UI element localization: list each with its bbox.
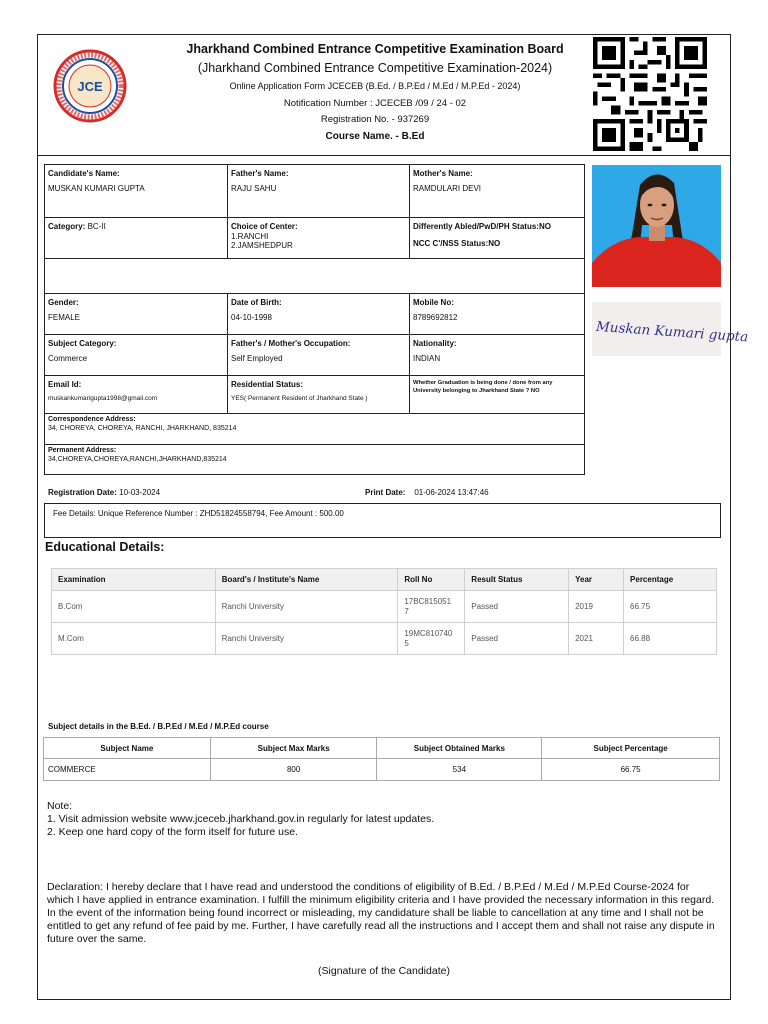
father-name-cell <box>227 164 410 218</box>
result-status: Passed <box>465 591 569 623</box>
col-subject-name: Subject Name <box>44 738 211 759</box>
residential-value: YES( Permanent Resident of Jharkhand State ) <box>231 395 368 403</box>
mobile-value: 8789692812 <box>413 313 458 323</box>
subject-table <box>43 737 720 781</box>
center-2: 2.JAMSHEDPUR <box>231 241 293 251</box>
subject-category-value: Commerce <box>48 354 88 364</box>
candidate-signature <box>592 302 749 356</box>
registration-date-value: 10-03-2024 <box>119 488 161 497</box>
mobile-label: Mobile No: <box>413 298 454 307</box>
subject-name: COMMERCE <box>44 759 211 781</box>
note-title: Note: <box>47 800 73 812</box>
permanent-address-label: Permanent Address: <box>48 447 117 454</box>
table-row <box>52 623 717 655</box>
form-title: Online Application Form JCECEB (B.Ed. / B.P.Ed / M.Ed / M.P.Ed - 2024) <box>229 81 521 91</box>
print-date <box>365 488 489 497</box>
email-cell <box>44 375 228 414</box>
board-name: Ranchi University <box>215 591 398 623</box>
father-name-label: Father's Name: <box>231 169 289 178</box>
dob-value: 04-10-1998 <box>231 313 272 323</box>
note-item: 2. Keep one hard copy of the form itself for future use. <box>47 826 298 838</box>
svg-text:Muskan Kumari gupta: Muskan Kumari gupta <box>595 318 749 346</box>
candidate-name-cell <box>44 164 228 218</box>
declaration: Declaration: I hereby declare that I have read and understood the conditions of eligibility of B.Ed. / B.P.Ed / M.Ed / M.P.Ed Course-2024 for which I have applied in entrance examination. I fulfill the minimum eligibility criteria and I have provided the necessary information in this regard. In the event of the information being found incorrect or misleading, my candidature shall be liable to cancellation at any time and I shall not be entitled to get any refund of fee paid by me. Further, I have carefully read all the instructions and I accept them and shall not raise any dispute in future over the same. <box>47 881 715 945</box>
col-board: Board's / Institute's Name <box>215 569 398 591</box>
roll-no-part-b: 5 <box>404 638 409 648</box>
blank-row <box>44 258 585 294</box>
educational-details-title: Educational Details: <box>45 540 165 554</box>
education-header-row <box>52 569 717 591</box>
col-obtained-marks: Subject Obtained Marks <box>377 738 542 759</box>
examination: B.Com <box>52 591 216 623</box>
print-date-value: 01-06-2024 13:47:46 <box>414 488 489 497</box>
category-label: Category: <box>48 222 86 231</box>
header-divider <box>37 155 731 156</box>
signature-drawing <box>592 302 749 356</box>
residential-label: Residential Status: <box>231 380 304 389</box>
father-name: RAJU SAHU <box>231 184 277 194</box>
nationality-cell <box>409 334 585 376</box>
correspondence-address-cell <box>44 413 585 445</box>
dob-cell <box>227 293 410 335</box>
course-name: Course Name. - B.Ed <box>325 131 425 142</box>
subject-details-title: Subject details in the B.Ed. / B.P.Ed / M.Ed / M.P.Ed course <box>48 722 269 731</box>
roll-no-part-a: 17BC815051 <box>404 597 452 607</box>
occupation-label: Father's / Mother's Occupation: <box>231 339 351 348</box>
candidate-name-label: Candidate's Name: <box>48 169 120 178</box>
year: 2021 <box>569 623 624 655</box>
gender-value: FEMALE <box>48 313 81 323</box>
percentage: 66.75 <box>624 591 717 623</box>
roll-no-part-a: 19MC810740 <box>404 629 453 639</box>
col-subject-percentage: Subject Percentage <box>542 738 720 759</box>
obtained-marks: 534 <box>377 759 542 781</box>
qr-code <box>590 37 710 151</box>
notes <box>47 800 434 839</box>
fee-details: Fee Details: Unique Reference Number : ZHD51824558794, Fee Amount : 500.00 <box>44 503 721 538</box>
print-date-label: Print Date: <box>365 488 406 497</box>
examination: M.Com <box>52 623 216 655</box>
category-cell <box>44 217 228 259</box>
gender-label: Gender: <box>48 298 79 307</box>
mother-name-label: Mother's Name: <box>413 169 473 178</box>
gender-cell <box>44 293 228 335</box>
signature-caption: (Signature of the Candidate) <box>318 965 450 977</box>
correspondence-address-label: Correspondence Address: <box>48 416 136 423</box>
center-1: 1.RANCHI <box>231 231 269 241</box>
center-cell <box>227 217 410 259</box>
col-percentage: Percentage <box>624 569 717 591</box>
note-item: 1. Visit admission website www.jceceb.jharkhand.gov.in regularly for latest updates. <box>47 813 435 825</box>
graduation-question: Whether Graduation is being done / done from any University belonging to Jharkhand State ? NO <box>409 375 585 414</box>
year: 2019 <box>569 591 624 623</box>
occupation-cell <box>227 334 410 376</box>
col-roll-no: Roll No <box>398 569 465 591</box>
residential-cell <box>227 375 410 414</box>
center-label: Choice of Center: <box>231 222 298 231</box>
subject-header-row <box>44 738 720 759</box>
ncc-status: NCC C'/NSS Status:NO <box>413 239 501 249</box>
registration-date-label: Registration Date: <box>48 488 117 497</box>
col-max-marks: Subject Max Marks <box>210 738 377 759</box>
col-year: Year <box>569 569 624 591</box>
subject-percentage: 66.75 <box>542 759 720 781</box>
email-label: Email Id: <box>48 380 82 389</box>
email-value: muskankumarigupta1998@gmail.com <box>48 395 158 403</box>
percentage: 66.88 <box>624 623 717 655</box>
category-value: BC-II <box>87 222 106 231</box>
nationality-value: INDIAN <box>413 354 441 364</box>
education-table <box>51 568 717 655</box>
roll-no-part-b: 7 <box>404 606 409 616</box>
dob-label: Date of Birth: <box>231 298 282 307</box>
roll-no <box>398 623 465 655</box>
col-examination: Examination <box>52 569 216 591</box>
nationality-label: Nationality: <box>413 339 457 348</box>
mother-name: RAMDULARI DEVI <box>413 184 482 194</box>
notification-number: Notification Number : JCECEB /09 / 24 - 02 <box>283 98 467 109</box>
table-row <box>44 759 720 781</box>
max-marks: 800 <box>210 759 377 781</box>
col-result-status: Result Status <box>465 569 569 591</box>
candidate-name: MUSKAN KUMARI GUPTA <box>48 184 145 194</box>
candidate-photo <box>592 165 721 287</box>
registration-number: Registration No. - 937269 <box>320 114 430 125</box>
board-name: Ranchi University <box>215 623 398 655</box>
subject-category-label: Subject Category: <box>48 339 117 348</box>
roll-no <box>398 591 465 623</box>
result-status: Passed <box>465 623 569 655</box>
logo-initials: JCE <box>77 79 103 94</box>
subject-category-cell <box>44 334 228 376</box>
correspondence-address: 34, CHOREYA, CHOREYA, RANCHI, JHARKHAND, 835214 <box>48 425 237 433</box>
board-title: Jharkhand Combined Entrance Competitive Examination Board <box>186 42 564 56</box>
permanent-address-cell <box>44 444 585 475</box>
table-row <box>52 591 717 623</box>
permanent-address: 34,CHOREYA,CHOREYA,RANCHI,JHARKHAND,835214 <box>48 456 227 464</box>
registration-date <box>48 488 160 497</box>
mobile-cell <box>409 293 585 335</box>
mother-name-cell <box>409 164 585 218</box>
pwd-status: Differently Abled/PwD/PH Status:NO <box>413 222 551 231</box>
jceceb-logo <box>53 49 127 123</box>
exam-title: (Jharkhand Combined Entrance Competitive Examination-2024) <box>197 61 553 75</box>
occupation-value: Self Employed <box>231 354 283 364</box>
status-cell <box>409 217 585 259</box>
